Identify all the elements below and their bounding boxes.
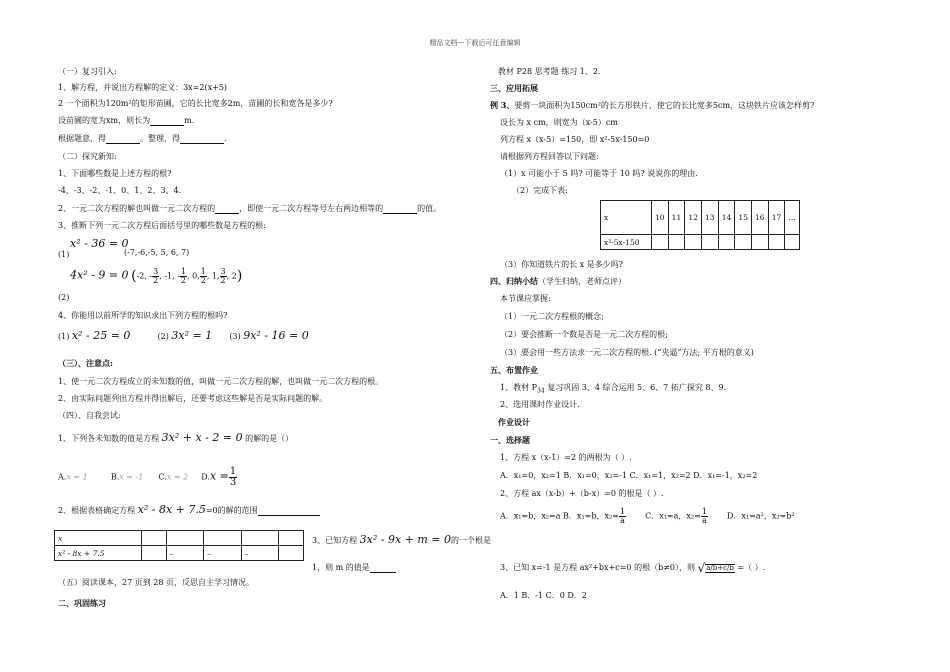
option-a-value: x = 1 (66, 472, 88, 482)
stq1-equation: 3x² + x - 2 = 0 (161, 431, 243, 444)
summary-title: 四、归纳小结 (490, 276, 538, 286)
table-cell (142, 546, 167, 561)
table-cell: 11 (668, 201, 685, 235)
set-part-e: , 2 (226, 271, 237, 281)
stq2-text-b: =0的解的范围 (205, 506, 258, 515)
frac-num: 1 (229, 466, 237, 477)
lbl-a: a (706, 563, 711, 572)
stq3-text-a: 3、已知方程 (312, 536, 358, 545)
notes-heading: （三）、注意点: (58, 358, 113, 368)
m-value-blank[interactable] (370, 563, 396, 573)
choice2-text-a: A．x₁=b，x₂=a B．x₁=b，x₂= (500, 511, 619, 521)
table-cell (279, 546, 304, 561)
root-numerator: a/b+c/b (706, 563, 734, 572)
example-question-3: （3）你知道铁片的长 x 是多少吗? (500, 260, 623, 269)
eq-text-c: . (224, 134, 227, 143)
homework-1-page: 34 (537, 387, 545, 395)
table-cell: x² - 8x + 7.5 (55, 546, 142, 561)
equation-2 (70, 268, 242, 285)
choice-options-3: A．1 B．-1 C．0 D．2 (500, 591, 587, 600)
table-cell: 14 (718, 201, 735, 235)
explore-question-4: 4、你能用以前所学的知识求出下列方程的根吗? (58, 311, 228, 320)
example-3 (490, 100, 814, 111)
self-try-question-2 (58, 504, 320, 516)
stq1-text-b: 的解的是（） (245, 434, 294, 443)
q4-label-1: (1) (58, 332, 70, 341)
table-cell: 15 (735, 201, 752, 235)
frac-num: 1 (619, 507, 625, 516)
table-cell (702, 235, 719, 250)
equation-1-label: (1) (58, 250, 70, 259)
choice2-text-c: D．x₁=a²，x₂=b² (727, 511, 795, 521)
choice3-text-b: =（ ）. (737, 563, 766, 572)
candidate-numbers: -4、-3、-2、-1、0、1、2、3、4. (58, 186, 182, 195)
table-cell: – (204, 546, 242, 561)
right-brace: ) (236, 268, 243, 284)
table-cell (785, 235, 800, 250)
choice-question-2: 2、方程 ax（x-b）+（b-x）=0 的根是（ ）. (500, 489, 664, 498)
frac-num: 3 (220, 267, 226, 276)
self-try-heading: （四）、自我尝试: (58, 411, 121, 420)
review-question-2: 2 一个面积为120m²的矩形苗圃，它的长比宽多2m，苗圃的长和宽各是多少? (58, 99, 333, 108)
example-instructions: 请根据列方程回答以下问题: (500, 152, 599, 161)
review-set-line (58, 115, 194, 126)
q4-equation-1: x² - 25 = 0 (71, 329, 131, 342)
self-try-question-3-cont (312, 562, 396, 573)
explore-question-2 (58, 203, 441, 214)
self-try-question-3 (312, 534, 491, 546)
review-heading: （一）复习引入: (58, 67, 117, 76)
q4-label-3: (3) (229, 332, 241, 341)
example-question-1: （1）x 可能小于 5 吗? 可能等于 10 吗? 说说你的理由. (500, 169, 698, 178)
table-cell: 10 (652, 201, 669, 235)
frac-den: 3 (229, 477, 237, 488)
left-brace: ( (131, 268, 137, 284)
set-part-c: , 0, (187, 271, 200, 281)
note-2: 2、由实际问题列出方程并得出解后，还要考虑这些解是否是实际问题的解。 (58, 394, 328, 403)
equation-2-label: (2) (58, 293, 70, 302)
choice-question-1: 1、方程 x（x-1）=2 的两根为（ ）. (500, 453, 632, 462)
frac-den: 2 (153, 276, 159, 285)
q2-text-c: 的值。 (417, 204, 442, 213)
frac-num: 1 (701, 507, 707, 516)
explore-question-3: 3、推断下列一元二次方程后面括号里的哪些数是方程的根: (58, 221, 266, 230)
summary-point-1: （1）一元二次方程根的概念; (500, 312, 604, 321)
set-unit: m. (184, 116, 195, 125)
stq2-equation: x² - 8x + 7.5 (137, 503, 206, 516)
lbl-b: b (712, 563, 718, 572)
homework-1 (500, 382, 726, 397)
square-root-icon: √ (697, 560, 706, 575)
explore-heading: （二）探究新知: (58, 152, 117, 161)
fraction-three-halves (220, 268, 227, 285)
table-cell: 17 (768, 201, 785, 235)
summary-heading (490, 276, 626, 287)
stq3-equation: 3x² - 9x + m = 0 (359, 533, 452, 546)
frac-den: a (701, 516, 707, 525)
choice3-text-a: 3、已知 x=-1 是方程 ax²+bx+c=0 的根（b≠0），则 (500, 563, 695, 572)
q2-text-a: 2、一元二次方程的解也叫做一元二次方程的 (58, 204, 216, 213)
table-cell (142, 531, 167, 546)
example-set: 设长为 x cm，则宽为（x-5）cm (500, 118, 618, 127)
simplified-blank[interactable] (180, 134, 224, 144)
frac-den: a (620, 516, 625, 525)
equation-1-text: x² - 36 = 0 (70, 237, 129, 250)
lbl-c: c (723, 563, 728, 572)
root-fraction (705, 564, 735, 573)
option-b-value: x = -1 (119, 472, 144, 482)
example-question-2: （2）完成下表: (512, 186, 568, 195)
fraction-one-over-a (619, 508, 626, 525)
q4-equation-3: 9x² - 16 = 0 (243, 329, 309, 342)
equation-1 (70, 238, 129, 250)
table-cell (166, 531, 204, 546)
note-1: 1、使一元二次方程成立的未知数的值，叫做一元二次方程的解，也叫做一元二次方程的根。 (58, 377, 384, 386)
option-c-label[interactable]: C. (158, 472, 167, 482)
table-cell (768, 235, 785, 250)
frac-den: 2 (200, 276, 206, 285)
range-table (54, 530, 304, 561)
table-cell (752, 235, 769, 250)
table-cell: 13 (702, 201, 719, 235)
homework-design-heading: 作业设计 (498, 417, 530, 427)
option-c-value: x = 2 (166, 472, 189, 482)
equation-1-candidates: (-7,-6,-5, 5, 6, 7) (124, 248, 190, 257)
choice-question-3 (500, 562, 765, 574)
stq3-text-c: 1，则 m 的值是 (312, 563, 370, 572)
frac-num: 1 (200, 267, 206, 276)
table-cell: x (55, 531, 142, 546)
example-3-label: 例 3、 (490, 100, 515, 110)
fraction-one-half (200, 268, 207, 285)
set-part-a: -2, - (136, 271, 153, 281)
table-cell (279, 531, 304, 546)
table-cell (735, 235, 752, 250)
table-cell: x (601, 201, 652, 235)
root-blank[interactable] (215, 204, 239, 214)
fraction-one-half-neg (180, 268, 187, 285)
stq2-text-a: 2、根据表格确定方程 (58, 506, 136, 515)
set-part-d: , 1, (206, 271, 220, 281)
homework-heading: 五、布置作业 (490, 365, 538, 375)
table-cell (241, 531, 279, 546)
table-cell: x²-5x-150 (601, 235, 652, 250)
table-row (601, 235, 800, 250)
choice-options-2 (500, 508, 795, 525)
solve-equations-row (58, 330, 309, 342)
table-row (55, 531, 304, 546)
summary-note: （学生归纳，老师点评） (538, 277, 626, 286)
extension-heading: 三、应用拓展 (490, 83, 538, 93)
lbl-b2: b (729, 563, 734, 572)
choice2-text-b: C．x₁=a，x₂= (645, 511, 701, 521)
frac-den: 2 (180, 276, 186, 285)
option-a-label[interactable]: A. (58, 472, 67, 482)
summary-point-3: （3）要会用一些方法求一元二次方程的根. (“夹逼”方法; 平方根的意义) (500, 348, 754, 357)
homework-1-text-a: 1、教材 P (500, 383, 538, 392)
q2-text-b: ，即使一元二次方程等号左右两边相等的 (239, 204, 384, 213)
explore-question-1: 1、下面哪些数是上述方程的根? (58, 169, 172, 178)
equation-2-text: 4x² - 9 = 0 (70, 268, 129, 282)
choice-heading: 一、选择题 (490, 435, 530, 445)
length-blank[interactable] (150, 116, 184, 126)
homework-2: 2、选用课时作业设计. (500, 400, 580, 409)
table-cell: – (166, 546, 204, 561)
homework-1-text-b: 复习巩固 3、4 综合运用 5、6、7 拓广探究 8、9. (544, 383, 727, 392)
table-cell (204, 531, 242, 546)
q4-label-2: (2) (157, 332, 169, 341)
q4-equation-2: 3x² = 1 (171, 329, 213, 342)
summary-intro: 本节课应掌握: (500, 294, 551, 303)
table-row (55, 546, 304, 561)
set-text: 设苗圃的宽为xm，则长为 (58, 116, 151, 125)
complete-table (600, 200, 800, 250)
stq1-text-a: 1、下列各未知数的值是方程 (58, 434, 160, 443)
table-cell (718, 235, 735, 250)
table-cell: 16 (752, 201, 769, 235)
practice-heading: 二、巩固练习 (58, 598, 106, 608)
table-cell: 12 (685, 201, 702, 235)
example-3-text: 要剪一块面积为150cm²的长方形铁片，使它的长比宽多5cm，这块铁片应该怎样剪? (514, 101, 815, 110)
summary-point-2: （2）要会推断一个数是否是一元二次方程的根; (500, 330, 668, 339)
option-d-fraction (229, 467, 237, 488)
choice-options-1: A．x₁=0，x₂=1 B．x₁=0，x₂=-1 C．x₁=1，x₂=2 D．x₁=-1，x₂=2 (500, 471, 758, 480)
option-b-label[interactable]: B. (110, 472, 120, 482)
textbook-exercises: 教材 P28 思考题 练习 1、2. (498, 67, 601, 76)
reading-task: （五）阅读课本，27 页到 28 页，反思自主学习情况。 (58, 578, 254, 587)
self-try-options (58, 467, 237, 488)
table-cell: … (785, 201, 800, 235)
table-cell: – (241, 546, 279, 561)
example-equation: 列方程 x（x-5）=150，即 x²-5x-150=0 (500, 135, 650, 144)
eq-text-a: 根据题意，得 (58, 134, 106, 143)
stq3-text-b: 的一个根是 (451, 536, 492, 545)
range-blank[interactable] (258, 506, 320, 516)
self-try-question-1 (58, 432, 293, 444)
page-header: 精品文档---下载后可任意编辑 (429, 39, 521, 47)
equation-blank[interactable] (106, 134, 140, 144)
frac-den: 2 (220, 276, 226, 285)
unknown-blank[interactable] (383, 204, 417, 214)
table-cell (668, 235, 685, 250)
fraction-one-over-a (701, 508, 708, 525)
table-cell (652, 235, 669, 250)
option-d-label[interactable]: D. (201, 472, 210, 482)
frac-num: 1 (180, 267, 186, 276)
set-part-b: , -1, - (159, 271, 180, 281)
option-d-value: x = (209, 469, 229, 483)
eq-text-b: 。整理，得 (140, 134, 180, 143)
table-cell (685, 235, 702, 250)
frac-num: 3 (153, 267, 159, 276)
review-question-1: 1、解方程，并说出方程解的定义：3x=2(x+5) (58, 83, 228, 92)
review-equation-line (58, 133, 227, 144)
table-row (601, 201, 800, 235)
